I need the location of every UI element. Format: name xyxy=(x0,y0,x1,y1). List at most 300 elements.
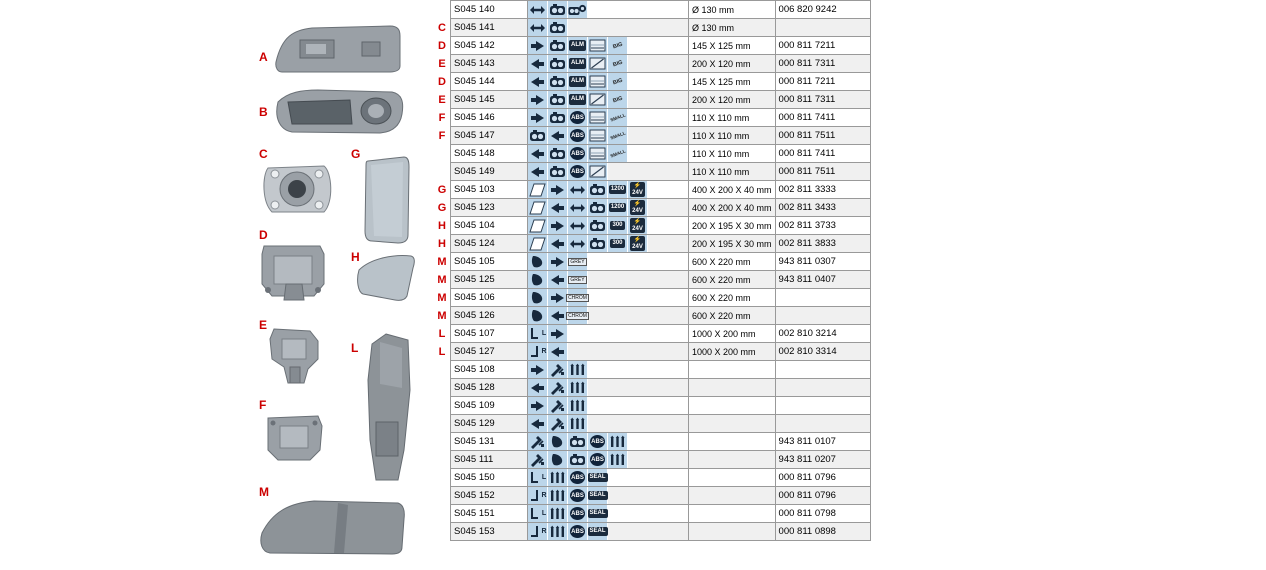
large-mirror-glass-illustration xyxy=(362,155,412,247)
feature-icons xyxy=(528,325,689,343)
icon-strip xyxy=(528,217,688,234)
icon-strip xyxy=(528,127,688,144)
illustration-letter-m: M xyxy=(259,485,269,499)
table-row[interactable] xyxy=(434,91,870,109)
feature-icons xyxy=(528,451,689,469)
dimensions: 1000 X 200 mm xyxy=(689,343,776,361)
dimensions xyxy=(689,487,776,505)
abs-badge: ABS xyxy=(568,523,588,540)
row-letter xyxy=(434,523,451,541)
icon-strip xyxy=(528,487,688,504)
oem-number: 000 811 7511 xyxy=(775,163,870,181)
actuator-housing-illustration xyxy=(260,325,330,389)
part-code: S045 147 xyxy=(451,127,528,145)
bolts-icon xyxy=(568,361,588,378)
table-row[interactable] xyxy=(434,145,870,163)
icon-strip xyxy=(528,343,688,360)
oem-number: 000 811 0796 xyxy=(775,469,870,487)
camera-icon xyxy=(548,91,568,108)
icon-strip xyxy=(528,1,688,18)
icon-strip xyxy=(528,235,688,252)
table-row[interactable] xyxy=(434,271,870,289)
parts-table xyxy=(434,0,871,541)
table-row[interactable] xyxy=(434,415,870,433)
feature-icons xyxy=(528,109,689,127)
right-side-icon: R xyxy=(528,523,548,540)
part-code: S045 124 xyxy=(451,235,528,253)
bolts-icon xyxy=(548,523,568,540)
icon-strip xyxy=(528,325,688,342)
arrow-left-icon xyxy=(548,289,568,306)
flat-glass-icon xyxy=(588,37,608,54)
feature-icons xyxy=(528,487,689,505)
oem-number: 000 811 0796 xyxy=(775,487,870,505)
arrow-right-icon xyxy=(548,199,568,216)
tools-icon xyxy=(528,451,548,468)
row-letter: L xyxy=(434,325,451,343)
deflector-icon xyxy=(548,451,568,468)
dimensions xyxy=(689,415,776,433)
camera-icon xyxy=(548,145,568,162)
oem-number: 002 810 3314 xyxy=(775,343,870,361)
left-side-icon: L xyxy=(528,325,548,342)
oem-number xyxy=(775,397,870,415)
icon-strip xyxy=(528,73,688,90)
oem-number: 943 811 0207 xyxy=(775,451,870,469)
table-row[interactable] xyxy=(434,37,870,55)
oem-number: 002 811 3333 xyxy=(775,181,870,199)
abs-badge: ABS xyxy=(568,145,588,162)
row-letter: L xyxy=(434,343,451,361)
arrow-right-icon xyxy=(528,145,548,162)
dimensions xyxy=(689,523,776,541)
voltage-badge: ⚡ 24V xyxy=(628,181,648,198)
illustration-letter-f: F xyxy=(259,398,267,412)
table-row[interactable] xyxy=(434,199,870,217)
big-badge: BIG xyxy=(608,37,628,54)
row-letter: H xyxy=(434,217,451,235)
dimensions xyxy=(689,433,776,451)
table-row[interactable] xyxy=(434,1,870,19)
illustration-letter-d: D xyxy=(259,228,268,242)
dimensions: Ø 130 mm xyxy=(689,1,776,19)
side-trim-panel-illustration xyxy=(358,330,416,486)
camera-icon xyxy=(548,109,568,126)
big-badge: BIG xyxy=(608,55,628,72)
table-row[interactable] xyxy=(434,451,870,469)
oem-number: 000 811 7411 xyxy=(775,109,870,127)
oem-number: 000 811 0898 xyxy=(775,523,870,541)
double-arrow-icon xyxy=(528,19,548,36)
abs-badge: ABS xyxy=(568,109,588,126)
arrow-right-icon xyxy=(548,343,568,360)
icon-strip xyxy=(528,379,688,396)
abs-badge: ABS xyxy=(568,469,588,486)
table-row[interactable] xyxy=(434,523,870,541)
part-code: S045 109 xyxy=(451,397,528,415)
feature-icons xyxy=(528,253,689,271)
wattage-badge: 1200 xyxy=(608,199,628,216)
row-letter xyxy=(434,415,451,433)
parts-table-body xyxy=(434,1,870,541)
camera-icon xyxy=(548,55,568,72)
icon-strip xyxy=(528,307,688,324)
tools-icon xyxy=(548,361,568,378)
double-arrow-icon xyxy=(568,181,588,198)
oem-number: 002 811 3833 xyxy=(775,235,870,253)
big-badge: BIG xyxy=(608,73,628,90)
abs-badge: ABS xyxy=(588,433,608,450)
part-code: S045 105 xyxy=(451,253,528,271)
right-side-icon: R xyxy=(528,487,548,504)
table-row[interactable] xyxy=(434,397,870,415)
feature-icons xyxy=(528,469,689,487)
part-code: S045 107 xyxy=(451,325,528,343)
row-letter xyxy=(434,397,451,415)
camera-icon xyxy=(588,199,608,216)
part-code: S045 149 xyxy=(451,163,528,181)
icon-strip xyxy=(528,199,688,216)
dimensions: 400 X 200 X 40 mm xyxy=(689,181,776,199)
abs-badge: ABS xyxy=(568,163,588,180)
abs-badge: ABS xyxy=(568,505,588,522)
oem-number: 000 811 7311 xyxy=(775,55,870,73)
camera-icon xyxy=(548,163,568,180)
big-badge: BIG xyxy=(608,91,628,108)
dimensions: 600 X 220 mm xyxy=(689,307,776,325)
feature-icons xyxy=(528,127,689,145)
flat-glass-icon xyxy=(588,109,608,126)
icon-strip xyxy=(528,451,688,468)
dimensions: 110 X 110 mm xyxy=(689,109,776,127)
row-letter: M xyxy=(434,271,451,289)
row-letter: C xyxy=(434,19,451,37)
arrow-right-icon xyxy=(548,127,568,144)
icon-strip xyxy=(528,109,688,126)
camera-icon xyxy=(588,235,608,252)
row-letter xyxy=(434,505,451,523)
table-row[interactable] xyxy=(434,235,870,253)
part-code: S045 150 xyxy=(451,469,528,487)
camera-icon xyxy=(568,451,588,468)
bolts-icon xyxy=(608,451,628,468)
feature-icons xyxy=(528,19,689,37)
row-letter: D xyxy=(434,73,451,91)
feature-icons xyxy=(528,217,689,235)
row-letter: E xyxy=(434,55,451,73)
feature-icons xyxy=(528,289,689,307)
row-letter: G xyxy=(434,181,451,199)
oem-number xyxy=(775,361,870,379)
feature-icons xyxy=(528,145,689,163)
table-row[interactable] xyxy=(434,325,870,343)
small-badge: SMALL xyxy=(608,109,628,126)
part-code: S045 144 xyxy=(451,73,528,91)
bumper-cover-illustration xyxy=(272,22,402,74)
illustration-letter-b: B xyxy=(259,105,268,119)
illustration-letter-a: A xyxy=(259,50,268,64)
feature-icons xyxy=(528,505,689,523)
arrow-left-icon xyxy=(528,109,548,126)
oem-number: 943 811 0307 xyxy=(775,253,870,271)
feature-icons xyxy=(528,55,689,73)
part-code: S045 153 xyxy=(451,523,528,541)
part-code: S045 142 xyxy=(451,37,528,55)
seal-badge: SEAL xyxy=(588,523,608,540)
dimensions: 600 X 220 mm xyxy=(689,289,776,307)
feature-icons xyxy=(528,307,689,325)
chrome-badge: CHROM xyxy=(568,307,588,324)
air-deflector-illustration xyxy=(258,497,408,557)
table-row[interactable] xyxy=(434,487,870,505)
part-code: S045 111 xyxy=(451,451,528,469)
table-row[interactable] xyxy=(434,55,870,73)
double-arrow-icon xyxy=(568,199,588,216)
table-row[interactable] xyxy=(434,469,870,487)
table-row[interactable] xyxy=(434,73,870,91)
oem-number: 943 811 0107 xyxy=(775,433,870,451)
camera-icon xyxy=(548,1,568,18)
arrow-right-icon xyxy=(548,307,568,324)
table-row[interactable] xyxy=(434,433,870,451)
arrow-left-icon xyxy=(528,37,548,54)
dimensions xyxy=(689,451,776,469)
arrow-right-icon xyxy=(528,379,548,396)
feature-icons xyxy=(528,361,689,379)
double-arrow-icon xyxy=(528,1,548,18)
part-code: S045 143 xyxy=(451,55,528,73)
illustration-letter-g: G xyxy=(351,147,361,161)
camera-icon xyxy=(548,73,568,90)
abs-badge: ABS xyxy=(588,451,608,468)
small-badge: SMALL xyxy=(608,145,628,162)
part-code: S045 103 xyxy=(451,181,528,199)
table-row[interactable] xyxy=(434,379,870,397)
diamond-shape-icon xyxy=(528,217,548,234)
dimensions: 600 X 220 mm xyxy=(689,253,776,271)
wattage-badge: 300 xyxy=(608,217,628,234)
part-code: S045 141 xyxy=(451,19,528,37)
part-code: S045 106 xyxy=(451,289,528,307)
feature-icons xyxy=(528,73,689,91)
illustration-letter-l: L xyxy=(351,341,359,355)
arrow-right-icon xyxy=(548,235,568,252)
dimensions: 110 X 110 mm xyxy=(689,163,776,181)
oem-number: 943 811 0407 xyxy=(775,271,870,289)
part-code: S045 148 xyxy=(451,145,528,163)
row-letter xyxy=(434,451,451,469)
deflector-icon xyxy=(528,289,548,306)
convex-glass-icon xyxy=(588,163,608,180)
table-row[interactable] xyxy=(434,217,870,235)
table-row[interactable] xyxy=(434,19,870,37)
feature-icons xyxy=(528,415,689,433)
part-code: S045 126 xyxy=(451,307,528,325)
part-code: S045 127 xyxy=(451,343,528,361)
icon-strip xyxy=(528,19,688,36)
diamond-shape-icon xyxy=(528,181,548,198)
row-letter: M xyxy=(434,253,451,271)
voltage-badge: ⚡ 24V xyxy=(628,235,648,252)
icon-strip xyxy=(528,289,688,306)
table-row[interactable] xyxy=(434,181,870,199)
icon-strip xyxy=(528,361,688,378)
row-letter xyxy=(434,361,451,379)
abs-badge: ABS xyxy=(568,127,588,144)
row-letter: E xyxy=(434,91,451,109)
row-letter xyxy=(434,487,451,505)
dimensions: 110 X 110 mm xyxy=(689,145,776,163)
small-badge: SMALL xyxy=(608,127,628,144)
diamond-shape-icon xyxy=(528,199,548,216)
arrow-right-icon xyxy=(528,415,548,432)
dimensions: 600 X 220 mm xyxy=(689,271,776,289)
tools-icon xyxy=(528,433,548,450)
table-row[interactable] xyxy=(434,343,870,361)
arrow-right-icon xyxy=(548,271,568,288)
icon-strip xyxy=(528,415,688,432)
feature-icons xyxy=(528,397,689,415)
voltage-badge: ⚡ 24V xyxy=(628,217,648,234)
part-code: S045 129 xyxy=(451,415,528,433)
table-row[interactable] xyxy=(434,307,870,325)
oem-number: 000 811 7211 xyxy=(775,37,870,55)
dimensions: 200 X 195 X 30 mm xyxy=(689,235,776,253)
seal-badge: SEAL xyxy=(588,469,608,486)
dual-camera-icon xyxy=(568,1,588,18)
arrow-left-icon xyxy=(548,253,568,270)
diamond-shape-icon xyxy=(528,235,548,252)
camera-icon xyxy=(548,19,568,36)
arrow-right-icon xyxy=(528,163,548,180)
oem-number: 006 820 9242 xyxy=(775,1,870,19)
row-letter xyxy=(434,469,451,487)
feature-icons xyxy=(528,433,689,451)
oem-number xyxy=(775,415,870,433)
icon-strip xyxy=(528,181,688,198)
dimensions: 1000 X 200 mm xyxy=(689,325,776,343)
icon-strip xyxy=(528,163,688,180)
bolts-icon xyxy=(568,379,588,396)
table-row[interactable] xyxy=(434,163,870,181)
feature-icons xyxy=(528,199,689,217)
wheel-hub-illustration xyxy=(258,158,338,220)
part-code: S045 152 xyxy=(451,487,528,505)
row-letter: D xyxy=(434,37,451,55)
feature-icons xyxy=(528,271,689,289)
arrow-left-icon xyxy=(528,397,548,414)
chrome-badge: CHROM xyxy=(568,289,588,306)
grey-badge: GREY xyxy=(568,271,588,288)
part-code: S045 104 xyxy=(451,217,528,235)
dimensions: Ø 130 mm xyxy=(689,19,776,37)
double-arrow-icon xyxy=(568,217,588,234)
table-row[interactable] xyxy=(434,361,870,379)
convex-glass-icon xyxy=(588,91,608,108)
row-letter: M xyxy=(434,289,451,307)
row-letter: M xyxy=(434,307,451,325)
oem-number: 000 811 7211 xyxy=(775,73,870,91)
wattage-badge: 1200 xyxy=(608,181,628,198)
dimensions: 200 X 120 mm xyxy=(689,55,776,73)
icon-strip xyxy=(528,145,688,162)
seal-badge: SEAL xyxy=(588,505,608,522)
icon-strip xyxy=(528,397,688,414)
part-code: S045 131 xyxy=(451,433,528,451)
left-side-icon: L xyxy=(528,469,548,486)
feature-icons xyxy=(528,91,689,109)
oem-number: 002 810 3214 xyxy=(775,325,870,343)
bolts-icon xyxy=(608,433,628,450)
deflector-icon xyxy=(528,253,548,270)
icon-strip xyxy=(528,433,688,450)
alm-badge: ALM xyxy=(568,91,588,108)
row-letter xyxy=(434,163,451,181)
dimensions xyxy=(689,505,776,523)
deflector-icon xyxy=(528,271,548,288)
left-side-icon: L xyxy=(528,505,548,522)
table-row[interactable] xyxy=(434,289,870,307)
oem-number xyxy=(775,379,870,397)
part-code: S045 145 xyxy=(451,91,528,109)
icon-strip xyxy=(528,37,688,54)
feature-icons xyxy=(528,523,689,541)
part-code: S045 125 xyxy=(451,271,528,289)
arrow-right-icon xyxy=(528,55,548,72)
dimensions: 400 X 200 X 40 mm xyxy=(689,199,776,217)
flat-glass-icon xyxy=(588,145,608,162)
camera-icon xyxy=(568,433,588,450)
dimensions xyxy=(689,397,776,415)
seal-badge: SEAL xyxy=(588,487,608,504)
bracket-plate-illustration xyxy=(256,240,332,302)
bolts-icon xyxy=(548,487,568,504)
wattage-badge: 300 xyxy=(608,235,628,252)
row-letter xyxy=(434,145,451,163)
icon-strip xyxy=(528,253,688,270)
grey-badge: GREY xyxy=(568,253,588,270)
parts-table-container xyxy=(434,0,873,541)
camera-icon xyxy=(528,127,548,144)
arrow-left-icon xyxy=(528,91,548,108)
alm-badge: ALM xyxy=(568,55,588,72)
part-code: S045 146 xyxy=(451,109,528,127)
flat-glass-icon xyxy=(588,127,608,144)
flat-glass-icon xyxy=(588,73,608,90)
feature-icons xyxy=(528,181,689,199)
row-letter xyxy=(434,433,451,451)
icon-strip xyxy=(528,271,688,288)
part-code: S045 123 xyxy=(451,199,528,217)
camera-icon xyxy=(588,217,608,234)
table-row[interactable] xyxy=(434,127,870,145)
table-row[interactable] xyxy=(434,109,870,127)
dimensions: 200 X 120 mm xyxy=(689,91,776,109)
dimensions: 110 X 110 mm xyxy=(689,127,776,145)
dimensions xyxy=(689,379,776,397)
illustration-column xyxy=(0,0,434,570)
camera-icon xyxy=(548,37,568,54)
right-side-icon: R xyxy=(528,343,548,360)
feature-icons xyxy=(528,379,689,397)
icon-strip xyxy=(528,469,688,486)
small-mirror-glass-illustration xyxy=(355,252,417,304)
table-row[interactable] xyxy=(434,253,870,271)
feature-icons xyxy=(528,37,689,55)
arrow-left-icon xyxy=(528,361,548,378)
table-row[interactable] xyxy=(434,505,870,523)
part-code: S045 140 xyxy=(451,1,528,19)
